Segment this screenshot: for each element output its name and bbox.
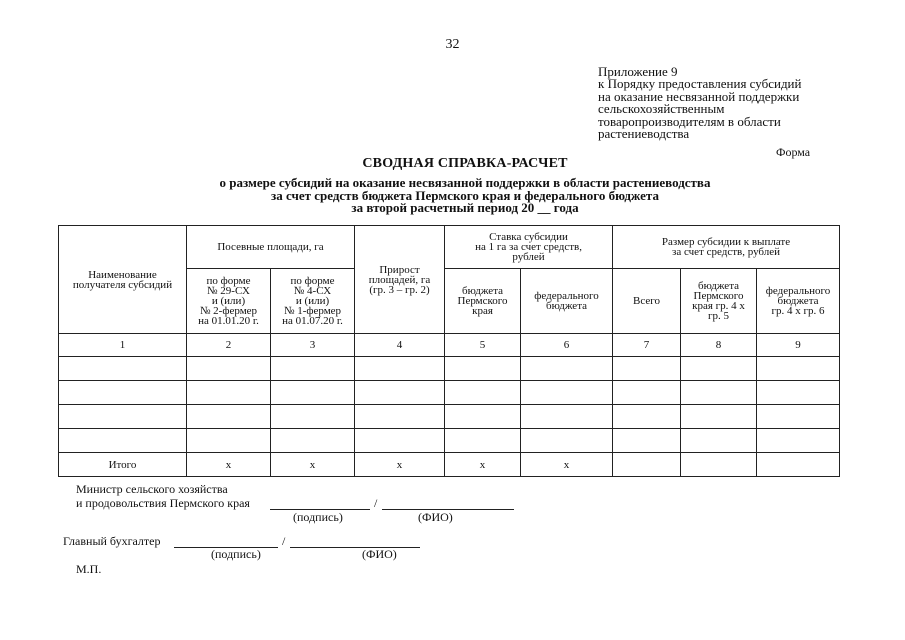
column-number-row <box>59 334 840 357</box>
header-payout <box>613 226 840 269</box>
table-row <box>59 405 840 429</box>
table-cell <box>187 429 271 453</box>
page-number: 32 <box>445 37 460 52</box>
subtitle-line: о размере субсидий на оказание несвязанной поддержки в области растениеводства <box>219 175 711 190</box>
header-text: Размер субсидии к выплате <box>661 236 791 248</box>
header-text: на 1 га за счет средств, <box>475 241 582 253</box>
column-number: 9 <box>757 334 840 357</box>
header-text: бюджета <box>546 300 588 312</box>
column-number: 7 <box>613 334 681 357</box>
column-number: 3 <box>271 334 355 357</box>
table-cell <box>757 357 840 381</box>
header-text: края <box>472 305 493 317</box>
header-text: гр. 4 х гр. 6 <box>771 305 825 317</box>
appendix-note <box>598 66 858 140</box>
table-cell <box>59 405 187 429</box>
name-caption: (ФИО) <box>418 510 453 524</box>
header-row-group <box>59 226 840 269</box>
total-row <box>59 453 840 477</box>
table-row <box>59 429 840 453</box>
seal-mark: М.П. <box>76 562 102 576</box>
table-cell <box>681 429 757 453</box>
table-cell <box>59 429 187 453</box>
column-number: 1 <box>59 334 187 357</box>
table-cell <box>355 429 445 453</box>
accountant-title: Главный бухгалтер <box>63 534 161 548</box>
table-cell <box>757 381 840 405</box>
header-rate-perm <box>445 269 521 334</box>
header-text: Ставка субсидии <box>489 231 568 243</box>
table-cell <box>757 429 840 453</box>
name-caption: (ФИО) <box>362 547 397 561</box>
table-cell <box>59 357 187 381</box>
column-number: 6 <box>521 334 613 357</box>
header-sown-area <box>187 226 355 269</box>
header-text: края гр. 4 х <box>692 300 745 312</box>
header-growth <box>355 226 445 334</box>
header-text: площадей, га <box>368 273 431 286</box>
table-cell <box>681 381 757 405</box>
header-form-29 <box>187 269 271 334</box>
appendix-line: к Порядку предоставления субсидий <box>598 76 802 92</box>
table-cell <box>271 405 355 429</box>
table-cell <box>355 381 445 405</box>
separator-slash: / <box>374 496 378 510</box>
minister-title-line1: Министр сельского хозяйства <box>76 482 228 496</box>
header-text: и (или) <box>295 295 330 307</box>
total-cell <box>681 453 757 477</box>
table-row <box>59 357 840 381</box>
table-cell <box>271 357 355 381</box>
accountant-name-line <box>290 547 420 548</box>
appendix-line: Приложение 9 <box>598 64 678 79</box>
table-cell <box>521 429 613 453</box>
form-label: Форма <box>776 145 811 159</box>
appendix-line: растениеводства <box>598 126 690 142</box>
total-cell <box>757 453 840 477</box>
header-text: гр. 5 <box>708 310 730 322</box>
header-text: бюджета <box>777 295 819 307</box>
header-text: по форме <box>290 275 335 287</box>
table-cell <box>445 405 521 429</box>
header-text: рублей <box>512 251 545 263</box>
header-text: за счет средств, рублей <box>672 246 781 258</box>
appendix-line: товаропроизводителям в области <box>598 113 781 129</box>
header-text: Пермского <box>693 290 744 302</box>
header-text: и (или) <box>211 295 246 307</box>
header-text: на 01.07.20 г. <box>282 315 343 327</box>
table-cell <box>613 381 681 405</box>
table-cell <box>445 381 521 405</box>
table-cell <box>187 357 271 381</box>
total-cell <box>613 453 681 477</box>
column-number: 2 <box>187 334 271 357</box>
header-text: по форме <box>206 275 251 287</box>
header-text: № 4-СХ <box>293 285 332 297</box>
header-form-4 <box>271 269 355 334</box>
header-text: федерального <box>534 290 599 302</box>
subsidy-table <box>58 225 840 477</box>
header-text: бюджета <box>462 285 504 297</box>
header-text: Посевные площади, га <box>217 241 324 253</box>
appendix-line: сельскохозяйственным <box>598 101 725 117</box>
table-cell <box>681 405 757 429</box>
table-cell <box>355 357 445 381</box>
column-number: 8 <box>681 334 757 357</box>
table-cell <box>445 429 521 453</box>
subtitle-line: за второй расчетный период 20 __ года <box>351 200 579 215</box>
document-subtitle <box>0 177 905 215</box>
signature-caption: (подпись) <box>293 510 343 524</box>
table-cell <box>445 357 521 381</box>
table-cell <box>187 381 271 405</box>
table-cell <box>757 405 840 429</box>
table-cell <box>271 381 355 405</box>
header-rate <box>445 226 613 269</box>
table-cell <box>59 381 187 405</box>
table-cell <box>271 429 355 453</box>
signature-caption: (подпись) <box>211 547 261 561</box>
table-cell <box>681 357 757 381</box>
header-text: на 01.01.20 г. <box>198 315 259 327</box>
total-cell: х <box>271 453 355 477</box>
header-text: получателя субсидий <box>72 278 173 291</box>
document-title: СВОДНАЯ СПРАВКА-РАСЧЕТ <box>362 156 568 171</box>
table-cell <box>355 405 445 429</box>
column-number: 4 <box>355 334 445 357</box>
total-cell: х <box>187 453 271 477</box>
total-cell: х <box>521 453 613 477</box>
separator-slash: / <box>282 534 286 548</box>
header-payout-perm <box>681 269 757 334</box>
header-text: № 2-фермер <box>199 305 258 317</box>
total-cell: х <box>355 453 445 477</box>
subtitle-line: за счет средств бюджета Пермского края и федерального бюджета <box>271 187 659 203</box>
header-text: № 29-СХ <box>207 285 250 297</box>
header-text: бюджета <box>698 280 740 292</box>
header-text: Наименование <box>88 268 157 281</box>
table-cell <box>187 405 271 429</box>
header-text: Прирост <box>379 263 420 276</box>
table-cell <box>521 381 613 405</box>
header-text: Всего <box>633 295 660 307</box>
minister-title-line2: и продовольствия Пермского края <box>76 496 250 510</box>
table-cell <box>613 357 681 381</box>
column-number: 5 <box>445 334 521 357</box>
header-text: федерального <box>765 285 831 297</box>
table-cell <box>613 405 681 429</box>
total-label: Итого <box>59 453 187 477</box>
total-cell: х <box>445 453 521 477</box>
header-text: Пермского <box>457 295 508 307</box>
header-payout-total <box>613 269 681 334</box>
table-row <box>59 381 840 405</box>
table-cell <box>521 405 613 429</box>
appendix-line: на оказание несвязанной поддержки <box>598 88 800 104</box>
table-cell <box>613 429 681 453</box>
header-rate-federal <box>521 269 613 334</box>
header-payout-federal <box>757 269 840 334</box>
table-cell <box>521 357 613 381</box>
header-text: № 1-фермер <box>283 305 342 317</box>
header-recipient <box>59 226 187 334</box>
header-text: (гр. 3 – гр. 2) <box>369 283 430 296</box>
